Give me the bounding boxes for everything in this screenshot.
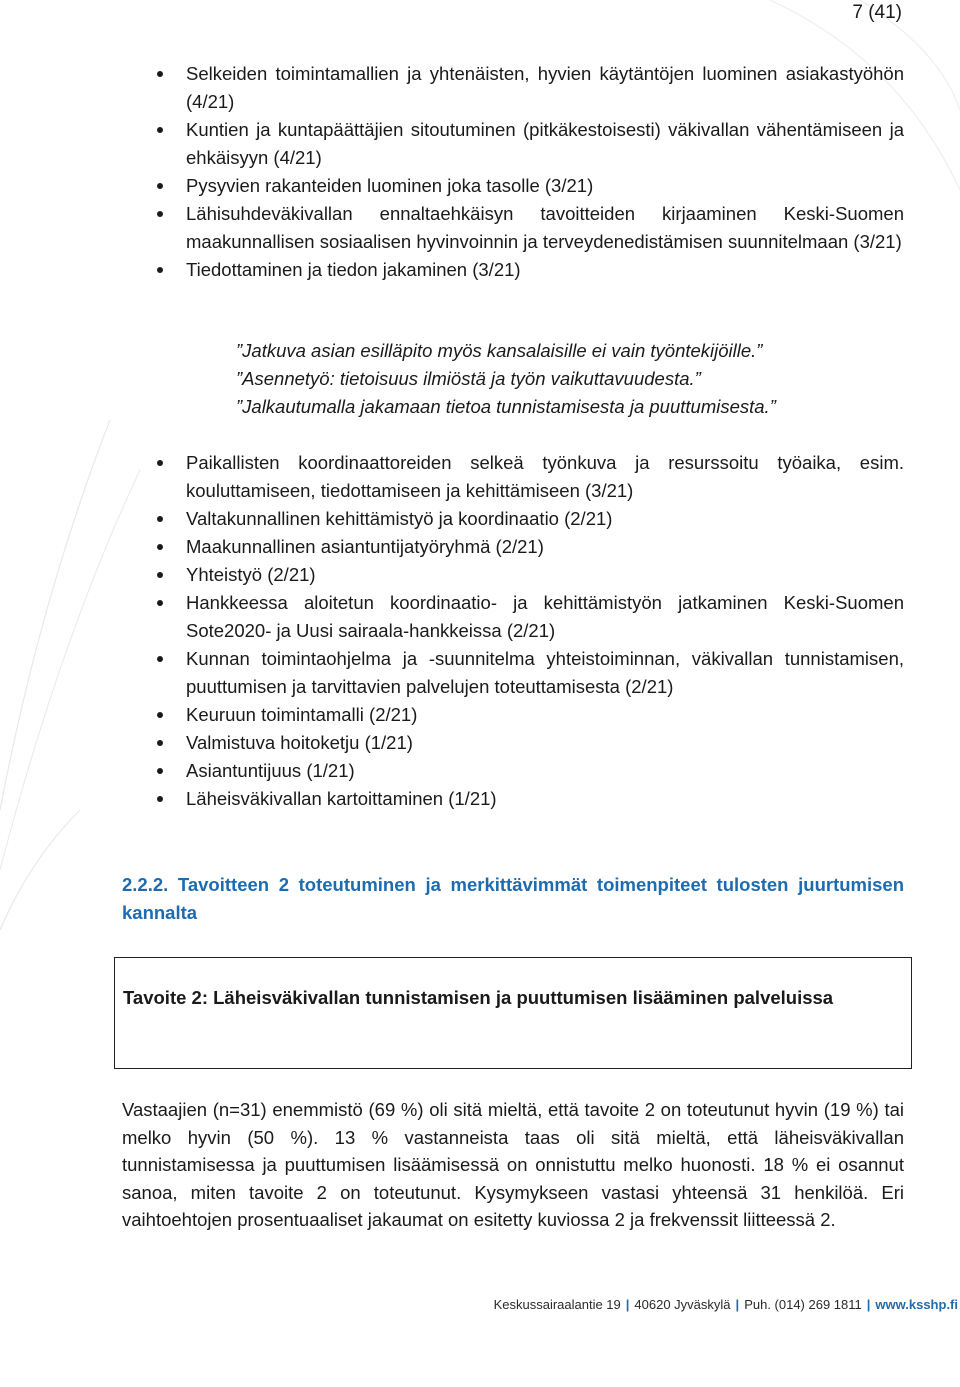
list-item (186, 116, 904, 172)
bullet-dot-icon (157, 740, 163, 746)
bullet-dot-icon (157, 712, 163, 718)
section-heading: 2.2.2. Tavoitteen 2 toteutuminen ja merkittävimmät toimenpiteet tulosten juurtumisen kannalta (122, 874, 904, 923)
list-item-text: Valmistuva hoitoketju (1/21) (186, 732, 413, 753)
quote-block (236, 337, 916, 421)
bullet-dot-icon (157, 516, 163, 522)
list-item (186, 757, 904, 785)
goal-box (114, 957, 912, 1069)
list-item (186, 785, 904, 813)
list-item-text: Yhteistyö (2/21) (186, 564, 316, 585)
decor-arc-2 (0, 470, 140, 870)
footer (494, 1297, 958, 1312)
list-item (186, 533, 904, 561)
list-item-text: Asiantuntijuus (1/21) (186, 760, 355, 781)
footer-separator: | (735, 1297, 740, 1312)
footer-address: Keskussairaalantie 19 (493, 1297, 621, 1312)
bullet-dot-icon (157, 127, 163, 133)
list-item (186, 505, 904, 533)
list-item-text: Kuntien ja kuntapäättäjien sitoutuminen (pitkäkestoisesti) väkivallan vähentämiseen ja ehkäisyyn (4/21) (186, 119, 904, 168)
goal-box-text: Tavoite 2: Läheisväkivallan tunnistamisen ja puuttumisen lisääminen palveluissa (123, 987, 834, 1008)
list-item-text: Paikallisten koordinaattoreiden selkeä työnkuva ja resurssoitu työaika, esim. kouluttamiseen, tiedottamiseen ja kehittämiseen (3/21) (186, 452, 904, 501)
list-item-text: Pysyvien rakanteiden luominen joka tasolle (3/21) (186, 175, 594, 196)
list-item-text: Kunnan toimintaohjelma ja -suunnitelma yhteistoiminnan, väkivallan tunnistamisen, puuttumisen ja tarvittavien palvelujen toteuttamisesta (2/21) (186, 648, 904, 697)
quote: ”Asennetyö: tietoisuus ilmiöstä ja työn vaikuttavuudesta.” (236, 368, 701, 389)
list-item (186, 589, 904, 645)
decor-arc-1 (0, 420, 110, 810)
bullet-dot-icon (157, 768, 163, 774)
bullet-dot-icon (157, 71, 163, 77)
bullet-dot-icon (157, 600, 163, 606)
list-item (186, 561, 904, 589)
list-item (186, 172, 904, 200)
list-item-text: Keuruun toimintamalli (2/21) (186, 704, 418, 725)
list-item-text: Hankkeessa aloitetun koordinaatio- ja kehittämistyön jatkaminen Keski-Suomen Sote2020- ja Uusi sairaala-hankkeissa (2/21) (186, 592, 904, 641)
bullet-dot-icon (157, 572, 163, 578)
body-paragraph: Vastaajien (n=31) enemmistö (69 %) oli sitä mieltä, että tavoite 2 on toteutunut hyvin (19 %) tai melko hyvin (50 %). 13 % vastanneista taas oli sitä mieltä, että läheisväkivallan tunnistamisessa ja puuttumisen lisäämisessä on onnistuttu melko huonosti. 18 % ei osannut sanoa, miten tavoite 2 on toteutunut. Kysymykseen vastasi yhteensä 31 henkilöä. Eri vaihtoehtojen prosentuaaliset jakaumat on esitetty kuviossa 2 ja frekvenssit liitteessä 2. (122, 1099, 904, 1230)
list-item-text: Selkeiden toimintamallien ja yhtenäisten, hyvien käytäntöjen luominen asiakastyöhön (4/21) (186, 63, 904, 112)
bullet-dot-icon (157, 544, 163, 550)
list-item (186, 701, 904, 729)
footer-phone: Puh. (014) 269 1811 (744, 1297, 862, 1312)
bullet-dot-icon (157, 267, 163, 273)
list-item (186, 60, 904, 116)
list-item (186, 449, 904, 505)
quote: ”Jatkuva asian esilläpito myös kansalaisille ei vain työntekijöille.” (236, 340, 763, 361)
list-item-text: Maakunnallinen asiantuntijatyöryhmä (2/21) (186, 536, 544, 557)
list-item (186, 729, 904, 757)
bullet-dot-icon (157, 183, 163, 189)
list-item (186, 256, 904, 284)
bullet-dot-icon (157, 211, 163, 217)
footer-separator: | (866, 1297, 871, 1312)
list-item-text: Tiedottaminen ja tiedon jakaminen (3/21) (186, 259, 521, 280)
decor-arc-3 (0, 810, 80, 930)
bullet-list-top (186, 60, 904, 284)
page-number: 7 (41) (852, 2, 902, 23)
list-item-text: Läheisväkivallan kartoittaminen (1/21) (186, 788, 497, 809)
list-item-text: Valtakunnallinen kehittämistyö ja koordinaatio (2/21) (186, 508, 613, 529)
bullet-dot-icon (157, 460, 163, 466)
footer-url-link[interactable]: www.ksshp.fi (875, 1297, 958, 1312)
footer-postal: 40620 Jyväskylä (634, 1297, 731, 1312)
footer-separator: | (625, 1297, 630, 1312)
quote: ”Jalkautumalla jakamaan tietoa tunnistamisesta ja puuttumisesta.” (236, 396, 776, 417)
bullet-dot-icon (157, 796, 163, 802)
list-item-text: Lähisuhdeväkivallan ennaltaehkäisyn tavoitteiden kirjaaminen Keski-Suomen maakunnallisen sosiaalisen hyvinvoinnin ja terveydenedistämisen suunnitelmaan (3/21) (186, 203, 904, 252)
list-item (186, 645, 904, 701)
bullet-dot-icon (157, 656, 163, 662)
bullet-list-bottom (186, 449, 904, 813)
list-item (186, 200, 904, 256)
